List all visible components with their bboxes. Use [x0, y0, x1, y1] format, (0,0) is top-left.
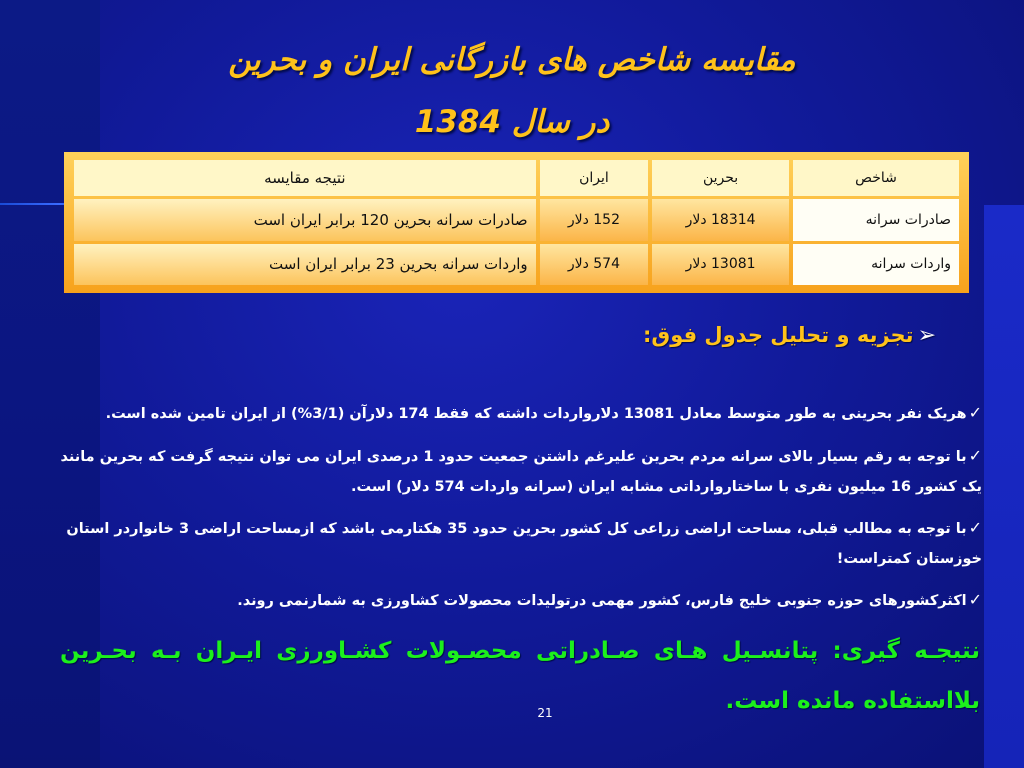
- bullet-text: هریک نفر بحرینی به طور متوسط معادل 13081 دلارواردات داشته که فقط 174 دلارآن (3/1%) از ایران تامین شده است.: [105, 406, 967, 422]
- table-header-cell: نتیجه مقایسه: [74, 160, 536, 196]
- checkmark-icon: ✓: [968, 446, 982, 465]
- table-cell: صادرات سرانه: [793, 199, 959, 240]
- table-cell: واردات سرانه بحرین 23 برابر ایران است: [74, 244, 536, 285]
- bullet-text: با توجه به رقم بسیار بالای سرانه مردم بحرین علیرغم داشتن جمعیت حدود 1 درصدی ایران می توان نتیجه گرفت که بحرین مانند یک کشور 16 میلیون نفری با ساختاروارداتی مشابه ایران (سرانه واردات 574 دلار) است.: [60, 449, 982, 495]
- conclusion-text: نتیجـه گیری: پتانسـیل هـای صـادراتی محصـولات کشـاورزی ایـران بـه بحـرین بلااستفاده مانده است.: [60, 638, 980, 714]
- slide-title-line2: در سال 1384: [414, 104, 610, 140]
- table-cell: 574 دلار: [540, 244, 648, 285]
- slide-title-line1: مقایسه شاخص های بازرگانی ایران و بحرین: [228, 42, 796, 78]
- table-row: [74, 244, 959, 285]
- table-cell: 18314 دلار: [652, 199, 789, 240]
- bullet-item-1: [52, 398, 982, 429]
- table-row: [74, 199, 959, 240]
- bullet-item-3: [52, 513, 982, 574]
- table-header-row: [74, 160, 959, 196]
- table-cell: 13081 دلار: [652, 244, 789, 285]
- table-header-cell: ایران: [540, 160, 648, 196]
- bullet-item-4: [52, 585, 982, 616]
- checkmark-icon: ✓: [968, 518, 982, 537]
- analysis-heading: [643, 323, 936, 348]
- page-number: 21: [537, 706, 553, 720]
- table-cell: 152 دلار: [540, 199, 648, 240]
- bullet-item-2: [52, 441, 982, 502]
- bullet-text: اکثرکشورهای حوزه جنوبی خلیج فارس، کشور مهمی درتولیدات محصولات کشاورزی به شمارنمی روند.: [237, 593, 967, 609]
- right-side-panel: [984, 205, 1024, 768]
- checkmark-icon: ✓: [968, 403, 982, 422]
- bullet-text: با توجه به مطالب قبلی، مساحت اراضی زراعی کل کشور بحرین حدود 35 هکتارمی باشد که ازمساحت اراضی 3 خانواردر استان خوزستان کمتراست!: [66, 521, 982, 567]
- analysis-heading-text: تجزیه و تحلیل جدول فوق:: [643, 323, 914, 347]
- table-cell: واردات سرانه: [793, 244, 959, 285]
- comparison-table: [64, 152, 969, 293]
- table-header-cell: بحرین: [652, 160, 789, 196]
- checkmark-icon: ✓: [968, 590, 982, 609]
- table-cell: صادرات سرانه بحرین 120 برابر ایران است: [74, 199, 536, 240]
- table-header-cell: شاخص: [793, 160, 959, 196]
- arrow-bullet-icon: ➢: [917, 323, 936, 348]
